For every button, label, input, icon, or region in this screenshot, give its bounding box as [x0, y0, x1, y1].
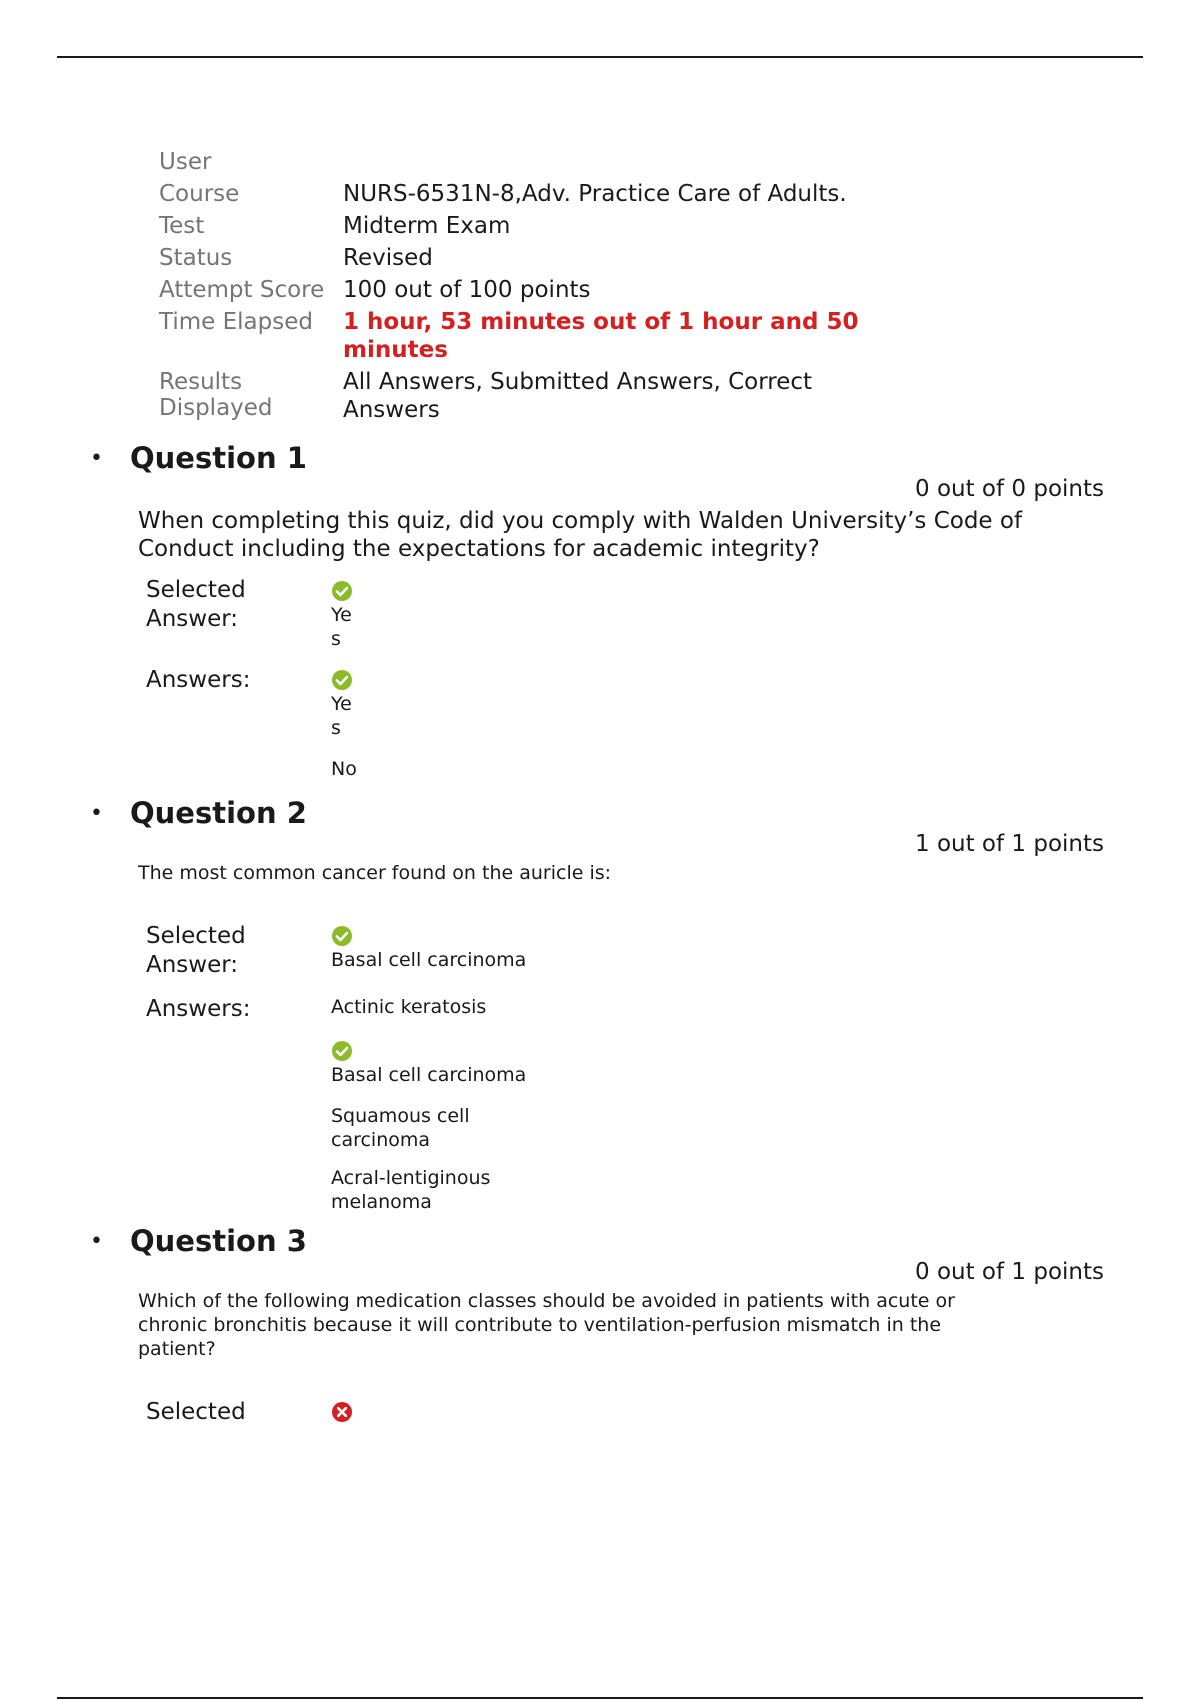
info-label: Time Elapsed — [159, 309, 313, 335]
info-value: Revised — [343, 245, 433, 271]
info-label: Status — [159, 245, 233, 271]
question-text: Which of the following medication classes should be avoided in patients with acute or chronic bronchitis because it will contribute to ventilation-perfusion mismatch in the patient? — [138, 1290, 955, 1360]
answer-text: Acral-lentiginous melanoma — [331, 1167, 491, 1213]
info-value: 1 hour, 53 minutes out of 1 hour and 50 minutes — [343, 309, 859, 363]
question-points: 0 out of 0 points — [915, 476, 1104, 502]
info-row-attempt-score — [159, 274, 903, 306]
attempt-info-table — [159, 146, 903, 426]
info-value: All Answers, Submitted Answers, Correct Answers — [343, 369, 813, 423]
info-row-test — [159, 210, 903, 242]
info-label: Course — [159, 181, 240, 207]
info-row-time-elapsed — [159, 306, 903, 366]
question-1-header — [90, 441, 307, 475]
info-value: 100 out of 100 points — [343, 277, 591, 303]
answers-label: Answers: — [146, 996, 251, 1022]
answer-option — [331, 1166, 511, 1214]
answer-option — [331, 757, 357, 781]
answer-text: Yes — [331, 604, 352, 650]
check-circle-icon — [331, 580, 353, 602]
answer-option — [331, 669, 359, 740]
selected-answer-label: Selected Answer: — [146, 577, 246, 632]
info-label: User — [159, 149, 212, 175]
info-row-status — [159, 242, 903, 274]
x-circle-icon — [331, 1401, 353, 1423]
question-points: 0 out of 1 points — [915, 1259, 1104, 1285]
question-title: Question 1 — [130, 441, 307, 475]
answer-text: Squamous cell carcinoma — [331, 1105, 470, 1151]
bullet: • — [90, 445, 103, 471]
question-title: Question 3 — [130, 1224, 307, 1258]
bullet: • — [90, 800, 103, 826]
answer-option — [331, 1104, 501, 1152]
info-label: Attempt Score — [159, 277, 325, 303]
info-label: Test — [159, 213, 205, 239]
info-row-results-displayed — [159, 366, 903, 426]
bullet: • — [90, 1228, 103, 1254]
answers-label: Answers: — [146, 667, 251, 693]
question-3-header — [90, 1224, 307, 1258]
info-label: Results Displayed — [159, 369, 273, 421]
question-text: The most common cancer found on the auricle is: — [138, 862, 612, 884]
info-value: NURS-6531N-8,Adv. Practice Care of Adults. — [343, 181, 847, 207]
answer-text: Basal cell carcinoma — [331, 949, 527, 971]
selected-answer — [331, 1401, 353, 1424]
question-text: When completing this quiz, did you comply with Walden University’s Code of Conduct including the expectations for academic integrity? — [138, 508, 1023, 562]
check-circle-icon — [331, 669, 353, 691]
answer-text: Basal cell carcinoma — [331, 1064, 527, 1086]
check-circle-icon — [331, 1040, 353, 1062]
selected-answer-label: Selected Answer: — [146, 923, 246, 978]
question-points: 1 out of 1 points — [915, 831, 1104, 857]
answer-option — [331, 1040, 526, 1087]
answer-text: No — [331, 758, 357, 780]
check-circle-icon — [331, 925, 353, 947]
selected-answer — [331, 925, 526, 972]
selected-answer — [331, 580, 359, 651]
answer-text: Yes — [331, 693, 352, 739]
question-title: Question 2 — [130, 796, 307, 830]
selected-label: Selected — [146, 1399, 246, 1425]
info-value: Midterm Exam — [343, 213, 511, 239]
info-value — [343, 146, 903, 178]
bottom-rule — [57, 1697, 1143, 1699]
answer-option — [331, 995, 486, 1019]
info-row-user — [159, 146, 903, 178]
answer-text: Actinic keratosis — [331, 996, 487, 1018]
top-rule — [57, 56, 1143, 58]
info-row-course — [159, 178, 903, 210]
question-2-header — [90, 796, 307, 830]
